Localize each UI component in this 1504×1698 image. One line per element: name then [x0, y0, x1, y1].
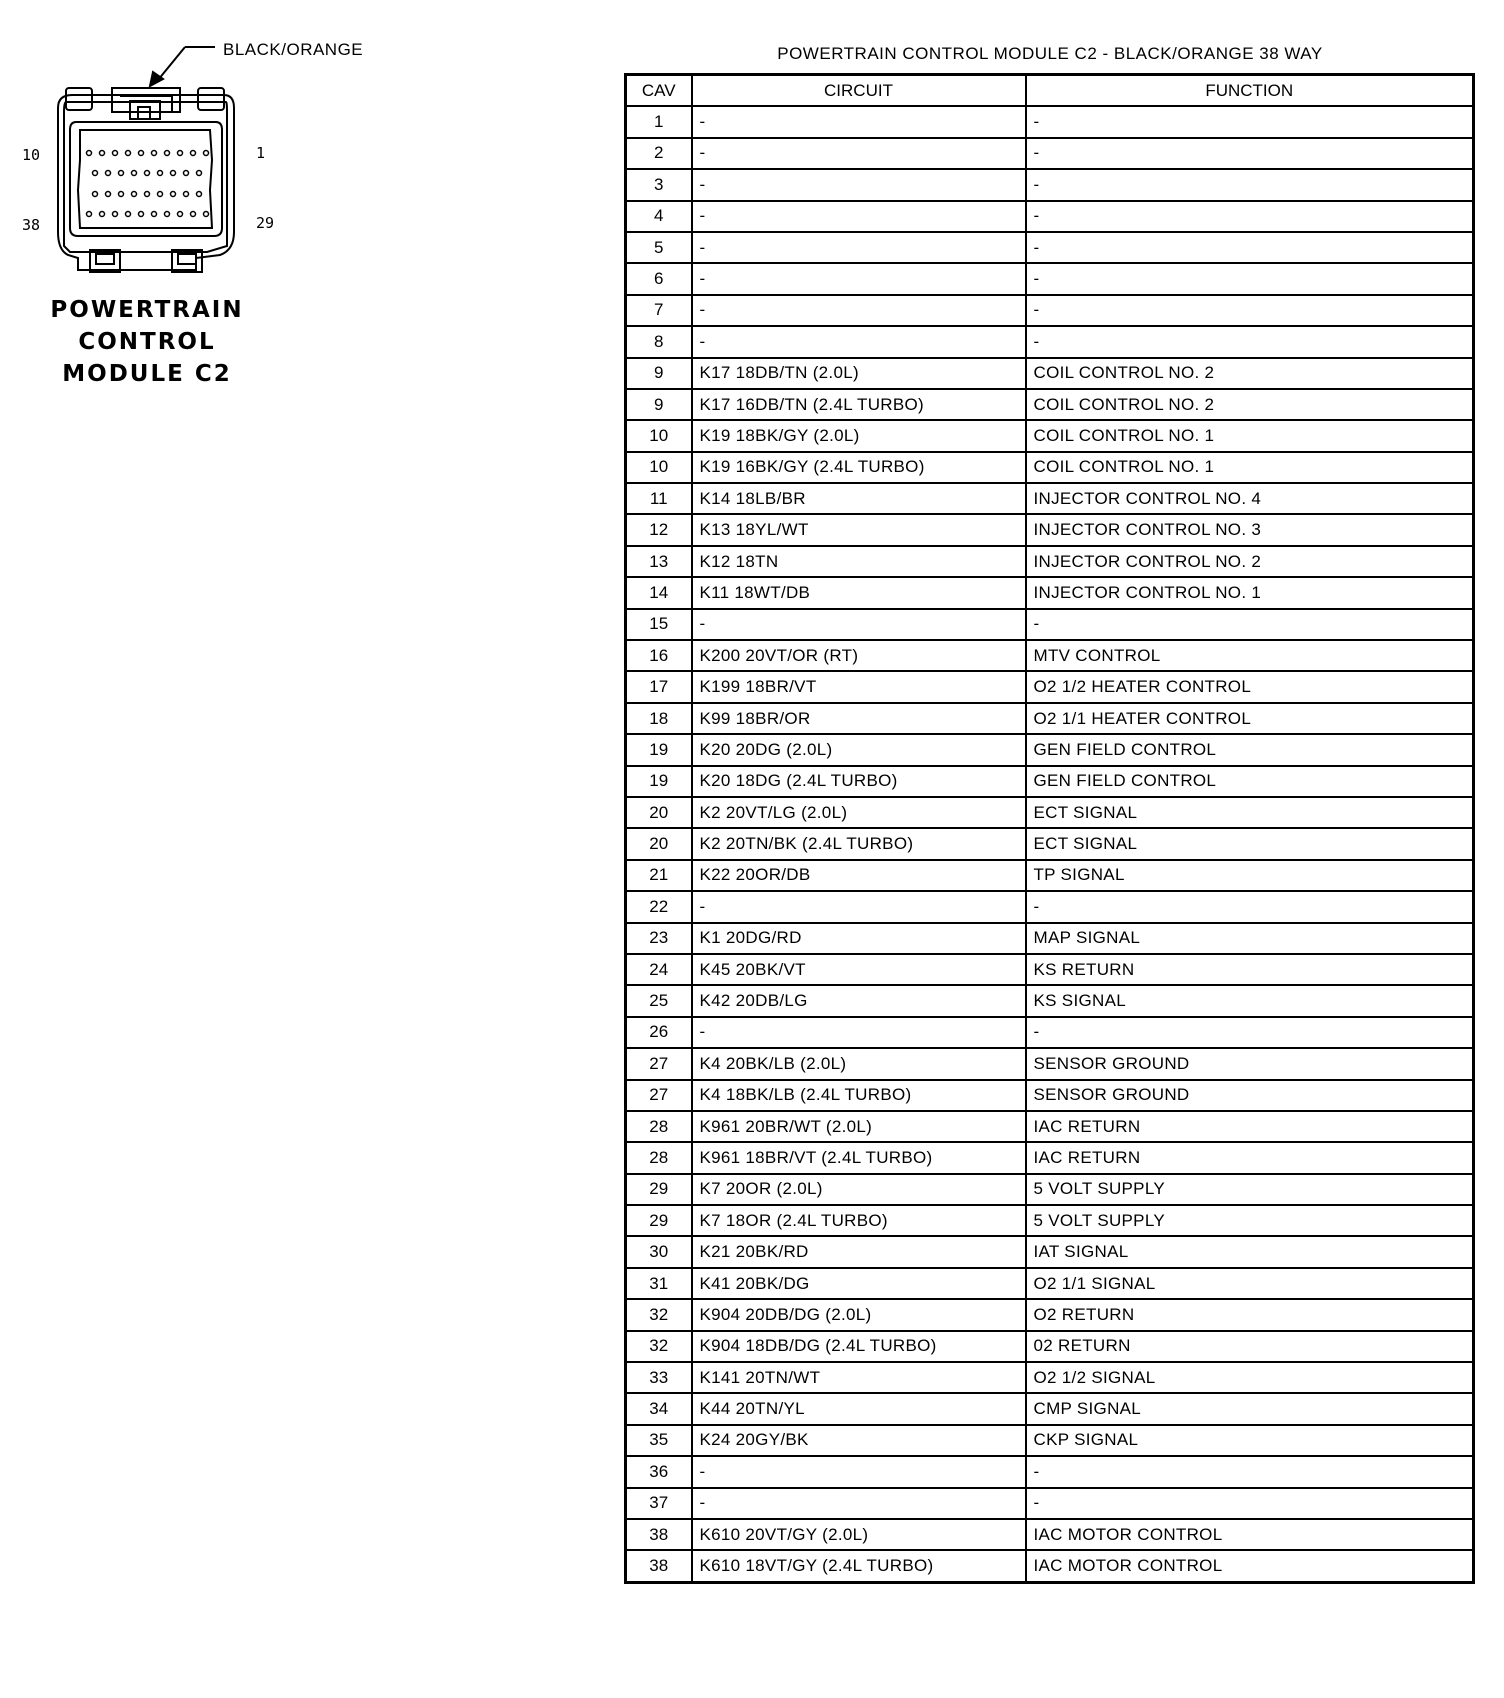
cav-cell: 8: [626, 326, 692, 357]
circuit-cell: K19 18BK/GY (2.0L): [692, 420, 1026, 451]
circuit-cell: K20 18DG (2.4L TURBO): [692, 766, 1026, 797]
function-cell: TP SIGNAL: [1026, 860, 1474, 891]
table-row: [626, 797, 1474, 828]
header-cav: CAV: [626, 75, 692, 107]
table-row: [626, 828, 1474, 859]
cav-cell: 29: [626, 1205, 692, 1236]
circuit-cell: K610 20VT/GY (2.0L): [692, 1519, 1026, 1550]
circuit-cell: -: [692, 138, 1026, 169]
circuit-cell: -: [692, 169, 1026, 200]
circuit-cell: K21 20BK/RD: [692, 1236, 1026, 1267]
table-row: [626, 1456, 1474, 1487]
function-cell: ECT SIGNAL: [1026, 828, 1474, 859]
cav-cell: 18: [626, 703, 692, 734]
cav-cell: 14: [626, 577, 692, 608]
table-row: [626, 609, 1474, 640]
circuit-cell: -: [692, 232, 1026, 263]
function-cell: O2 1/2 SIGNAL: [1026, 1362, 1474, 1393]
circuit-cell: -: [692, 201, 1026, 232]
cav-cell: 33: [626, 1362, 692, 1393]
circuit-cell: K19 16BK/GY (2.4L TURBO): [692, 452, 1026, 483]
table-row: [626, 1393, 1474, 1424]
function-cell: O2 1/1 HEATER CONTROL: [1026, 703, 1474, 734]
cav-cell: 26: [626, 1017, 692, 1048]
circuit-cell: K24 20GY/BK: [692, 1425, 1026, 1456]
circuit-cell: K141 20TN/WT: [692, 1362, 1026, 1393]
cav-cell: 11: [626, 483, 692, 514]
circuit-cell: K14 18LB/BR: [692, 483, 1026, 514]
function-cell: IAC MOTOR CONTROL: [1026, 1519, 1474, 1550]
function-cell: IAC RETURN: [1026, 1111, 1474, 1142]
table-body: [626, 106, 1474, 1582]
function-cell: COIL CONTROL NO. 2: [1026, 389, 1474, 420]
table-row: [626, 232, 1474, 263]
table-title: POWERTRAIN CONTROL MODULE C2 - BLACK/ORANGE 38 WAY: [777, 44, 1323, 63]
circuit-cell: K20 20DG (2.0L): [692, 734, 1026, 765]
cav-cell: 30: [626, 1236, 692, 1267]
table-row: [626, 985, 1474, 1016]
function-cell: INJECTOR CONTROL NO. 4: [1026, 483, 1474, 514]
circuit-cell: K200 20VT/OR (RT): [692, 640, 1026, 671]
cav-cell: 7: [626, 295, 692, 326]
table-row: [626, 860, 1474, 891]
circuit-cell: K42 20DB/LG: [692, 985, 1026, 1016]
function-cell: INJECTOR CONTROL NO. 1: [1026, 577, 1474, 608]
function-cell: O2 1/1 SIGNAL: [1026, 1268, 1474, 1299]
circuit-cell: K17 16DB/TN (2.4L TURBO): [692, 389, 1026, 420]
cav-cell: 25: [626, 985, 692, 1016]
connector-title-line: MODULE C2: [62, 361, 232, 387]
table-row: [626, 1488, 1474, 1519]
circuit-cell: K904 18DB/DG (2.4L TURBO): [692, 1331, 1026, 1362]
table-row: [626, 106, 1474, 137]
circuit-cell: K22 20OR/DB: [692, 860, 1026, 891]
cav-cell: 2: [626, 138, 692, 169]
function-cell: -: [1026, 326, 1474, 357]
cav-cell: 31: [626, 1268, 692, 1299]
function-cell: -: [1026, 1017, 1474, 1048]
circuit-cell: K2 20TN/BK (2.4L TURBO): [692, 828, 1026, 859]
cav-cell: 5: [626, 232, 692, 263]
table-row: [626, 577, 1474, 608]
function-cell: SENSOR GROUND: [1026, 1080, 1474, 1111]
circuit-cell: K7 18OR (2.4L TURBO): [692, 1205, 1026, 1236]
cav-cell: 28: [626, 1142, 692, 1173]
connector-color-label: BLACK/ORANGE: [223, 40, 364, 59]
table-row: [626, 766, 1474, 797]
cav-cell: 19: [626, 766, 692, 797]
circuit-cell: -: [692, 1488, 1026, 1519]
table-row: [626, 671, 1474, 702]
pin-label-10: 10: [22, 146, 41, 164]
function-cell: 02 RETURN: [1026, 1331, 1474, 1362]
pin-label-29: 29: [256, 214, 275, 232]
table-row: [626, 514, 1474, 545]
cav-cell: 20: [626, 797, 692, 828]
cav-cell: 32: [626, 1299, 692, 1330]
cav-cell: 3: [626, 169, 692, 200]
cav-cell: 34: [626, 1393, 692, 1424]
function-cell: -: [1026, 106, 1474, 137]
cav-cell: 12: [626, 514, 692, 545]
circuit-cell: -: [692, 295, 1026, 326]
function-cell: IAT SIGNAL: [1026, 1236, 1474, 1267]
cav-cell: 38: [626, 1519, 692, 1550]
table-row: [626, 1425, 1474, 1456]
function-cell: KS SIGNAL: [1026, 985, 1474, 1016]
function-cell: -: [1026, 891, 1474, 922]
connector-diagram: [0, 0, 380, 420]
function-cell: -: [1026, 1456, 1474, 1487]
function-cell: 5 VOLT SUPPLY: [1026, 1174, 1474, 1205]
function-cell: CMP SIGNAL: [1026, 1393, 1474, 1424]
function-cell: -: [1026, 201, 1474, 232]
header-circuit: CIRCUIT: [692, 75, 1026, 107]
circuit-cell: -: [692, 1456, 1026, 1487]
table-row: [626, 954, 1474, 985]
connector-title-line: POWERTRAIN: [50, 297, 244, 323]
table-row: [626, 1174, 1474, 1205]
function-cell: GEN FIELD CONTROL: [1026, 766, 1474, 797]
circuit-cell: K7 20OR (2.0L): [692, 1174, 1026, 1205]
table-row: [626, 1205, 1474, 1236]
cav-cell: 27: [626, 1048, 692, 1079]
table-row: [626, 703, 1474, 734]
pin-label-38: 38: [22, 216, 41, 234]
table-row: [626, 389, 1474, 420]
table-row: [626, 1268, 1474, 1299]
function-cell: INJECTOR CONTROL NO. 3: [1026, 514, 1474, 545]
cav-cell: 13: [626, 546, 692, 577]
table-row: [626, 1080, 1474, 1111]
cav-cell: 10: [626, 420, 692, 451]
function-cell: -: [1026, 138, 1474, 169]
header-function: FUNCTION: [1026, 75, 1474, 107]
cav-cell: 36: [626, 1456, 692, 1487]
function-cell: -: [1026, 263, 1474, 294]
cav-cell: 37: [626, 1488, 692, 1519]
function-cell: -: [1026, 1488, 1474, 1519]
table-row: [626, 1236, 1474, 1267]
circuit-cell: K44 20TN/YL: [692, 1393, 1026, 1424]
cav-cell: 19: [626, 734, 692, 765]
cav-cell: 4: [626, 201, 692, 232]
function-cell: O2 1/2 HEATER CONTROL: [1026, 671, 1474, 702]
cav-cell: 10: [626, 452, 692, 483]
function-cell: -: [1026, 169, 1474, 200]
circuit-cell: -: [692, 1017, 1026, 1048]
circuit-cell: -: [692, 326, 1026, 357]
table-row: [626, 138, 1474, 169]
table-row: [626, 1331, 1474, 1362]
function-cell: SENSOR GROUND: [1026, 1048, 1474, 1079]
function-cell: -: [1026, 232, 1474, 263]
pin-label-1: 1: [256, 144, 266, 162]
circuit-cell: K13 18YL/WT: [692, 514, 1026, 545]
circuit-cell: -: [692, 263, 1026, 294]
table-row: [626, 420, 1474, 451]
cav-cell: 15: [626, 609, 692, 640]
circuit-cell: K41 20BK/DG: [692, 1268, 1026, 1299]
circuit-cell: -: [692, 609, 1026, 640]
circuit-cell: K199 18BR/VT: [692, 671, 1026, 702]
function-cell: MAP SIGNAL: [1026, 923, 1474, 954]
circuit-cell: K4 18BK/LB (2.4L TURBO): [692, 1080, 1026, 1111]
function-cell: ECT SIGNAL: [1026, 797, 1474, 828]
cav-cell: 21: [626, 860, 692, 891]
cav-cell: 9: [626, 389, 692, 420]
function-cell: COIL CONTROL NO. 1: [1026, 452, 1474, 483]
cav-cell: 23: [626, 923, 692, 954]
circuit-cell: K12 18TN: [692, 546, 1026, 577]
table-row: [626, 263, 1474, 294]
cav-cell: 29: [626, 1174, 692, 1205]
function-cell: COIL CONTROL NO. 1: [1026, 420, 1474, 451]
table-row: [626, 169, 1474, 200]
circuit-cell: K961 18BR/VT (2.4L TURBO): [692, 1142, 1026, 1173]
connector-title: [38, 294, 256, 390]
cav-cell: 1: [626, 106, 692, 137]
function-cell: CKP SIGNAL: [1026, 1425, 1474, 1456]
circuit-cell: K904 20DB/DG (2.0L): [692, 1299, 1026, 1330]
table-row: [626, 1048, 1474, 1079]
circuit-cell: K99 18BR/OR: [692, 703, 1026, 734]
cav-cell: 38: [626, 1550, 692, 1582]
circuit-cell: K961 20BR/WT (2.0L): [692, 1111, 1026, 1142]
function-cell: KS RETURN: [1026, 954, 1474, 985]
cav-cell: 16: [626, 640, 692, 671]
circuit-cell: K17 18DB/TN (2.0L): [692, 358, 1026, 389]
circuit-cell: K4 20BK/LB (2.0L): [692, 1048, 1026, 1079]
cav-cell: 28: [626, 1111, 692, 1142]
cav-cell: 6: [626, 263, 692, 294]
cav-cell: 20: [626, 828, 692, 859]
function-cell: IAC RETURN: [1026, 1142, 1474, 1173]
table-row: [626, 1299, 1474, 1330]
table-row: [626, 640, 1474, 671]
table-row: [626, 1362, 1474, 1393]
table-row: [626, 1519, 1474, 1550]
table-row: [626, 1550, 1474, 1582]
cav-cell: 9: [626, 358, 692, 389]
circuit-cell: K1 20DG/RD: [692, 923, 1026, 954]
table-row: [626, 923, 1474, 954]
function-cell: MTV CONTROL: [1026, 640, 1474, 671]
table-row: [626, 1111, 1474, 1142]
cav-cell: 24: [626, 954, 692, 985]
function-cell: -: [1026, 295, 1474, 326]
table-row: [626, 1017, 1474, 1048]
circuit-cell: K11 18WT/DB: [692, 577, 1026, 608]
table-row: [626, 201, 1474, 232]
function-cell: IAC MOTOR CONTROL: [1026, 1550, 1474, 1582]
circuit-cell: K45 20BK/VT: [692, 954, 1026, 985]
circuit-cell: -: [692, 891, 1026, 922]
function-cell: O2 RETURN: [1026, 1299, 1474, 1330]
circuit-cell: K2 20VT/LG (2.0L): [692, 797, 1026, 828]
circuit-cell: K610 18VT/GY (2.4L TURBO): [692, 1550, 1026, 1582]
table-row: [626, 358, 1474, 389]
function-cell: COIL CONTROL NO. 2: [1026, 358, 1474, 389]
function-cell: INJECTOR CONTROL NO. 2: [1026, 546, 1474, 577]
function-cell: GEN FIELD CONTROL: [1026, 734, 1474, 765]
table-row: [626, 483, 1474, 514]
circuit-cell: -: [692, 106, 1026, 137]
function-cell: -: [1026, 609, 1474, 640]
pinout-table: [624, 73, 1475, 1584]
cav-cell: 27: [626, 1080, 692, 1111]
table-row: [626, 1142, 1474, 1173]
cav-cell: 32: [626, 1331, 692, 1362]
cav-cell: 35: [626, 1425, 692, 1456]
table-row: [626, 295, 1474, 326]
function-cell: 5 VOLT SUPPLY: [1026, 1205, 1474, 1236]
table-row: [626, 734, 1474, 765]
table-row: [626, 546, 1474, 577]
connector-title-line: CONTROL: [78, 329, 216, 355]
table-row: [626, 326, 1474, 357]
table-header-row: [626, 75, 1474, 107]
cav-cell: 22: [626, 891, 692, 922]
table-row: [626, 891, 1474, 922]
table-row: [626, 452, 1474, 483]
cav-cell: 17: [626, 671, 692, 702]
